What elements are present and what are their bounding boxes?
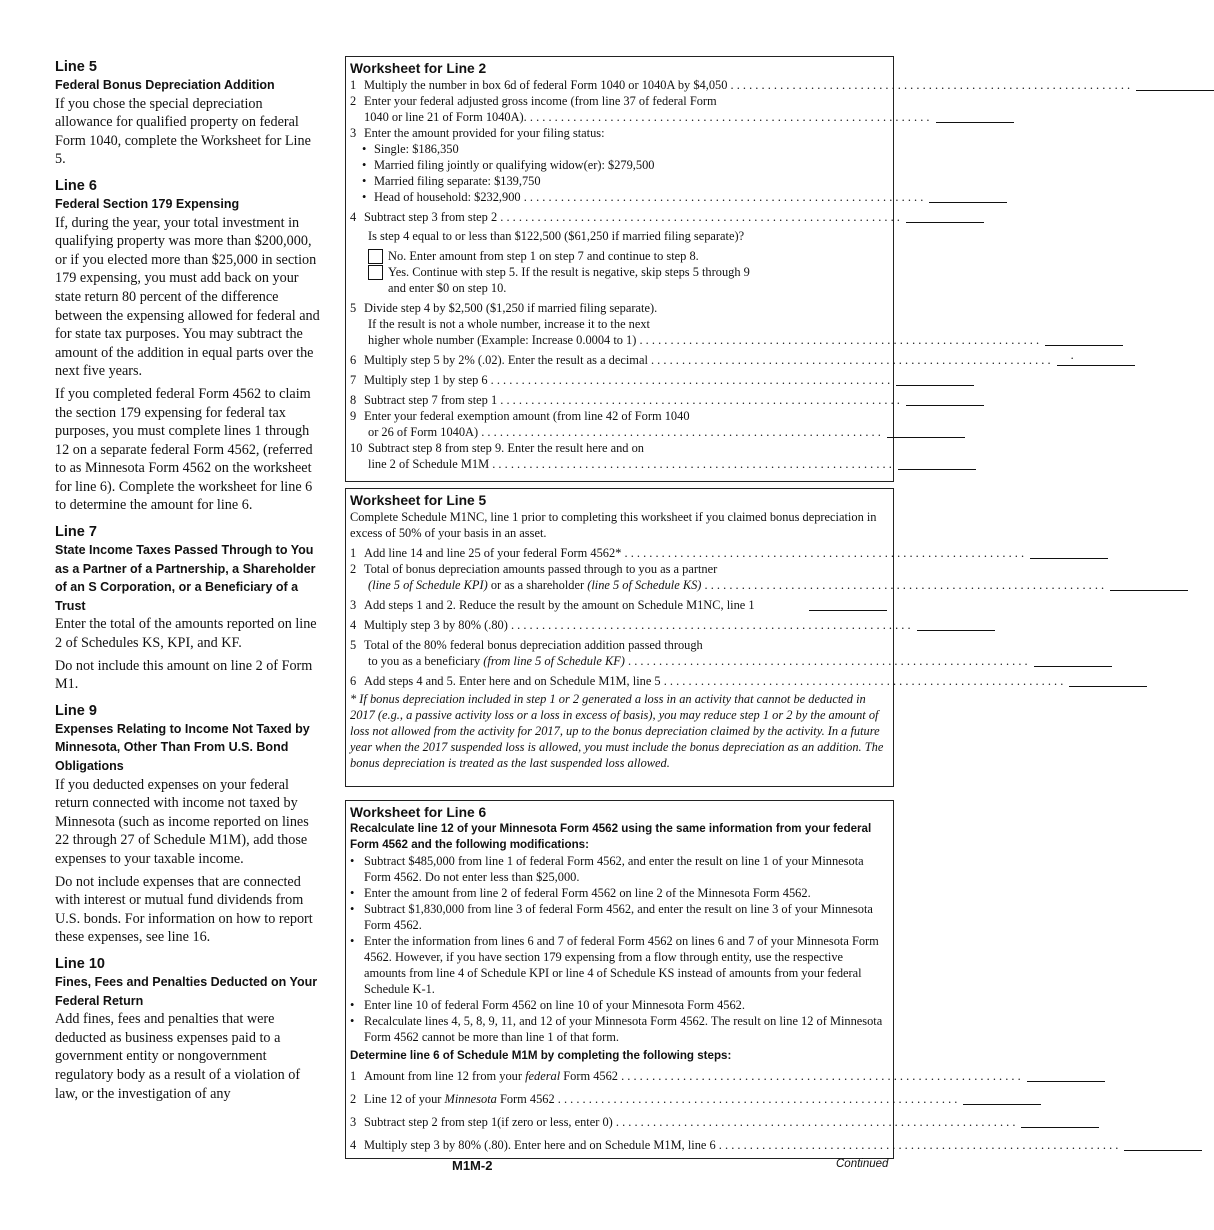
worksheet-title: Worksheet for Line 5 [350,493,487,508]
ws5-step-2-field[interactable] [1110,578,1188,591]
ws2-step-7-field[interactable] [896,373,974,386]
ws6-step-3: 3 Subtract step 2 from step 1(if zero or less, enter 0) . . . . . . . . . . . . . . . . . . . . . . . . . . . . . . . . . . . . . . . . . . . . . . . . . . . . . . . . . . . . . . . . . [350,1114,887,1130]
filing-status-list: • Single: $186,350 • Married filing jointly or qualifying widow(er): $279,500 • Married filing separate: $139,750 [350,141,887,189]
ws5-step-3-field[interactable] [809,598,887,611]
worksheet-title: Worksheet for Line 2 [350,61,487,76]
ws2-step-9: 9 Enter your federal exemption amount (from line 42 of Form 1040 [350,409,690,423]
continued-label: Continued [836,1158,889,1170]
ws2-step-2-field[interactable] [936,110,1014,123]
ws2-step-10: 10 Subtract step 8 from step 9. Enter the result here and on [350,441,644,455]
ws5-step-6-field[interactable] [1069,674,1147,687]
line7-subheading: State Income Taxes Passed Through to You as a Partner of a Partnership, a Shareholder of an S Corporation, or a Beneficiary of a Trust [55,543,316,613]
line9-heading: Line 9 [55,702,97,719]
ws6-step-1: 1 Amount from line 12 from your federal Form 4562 . . . . . . . . . . . . . . . . . . . . . . . . . . . . . . . . . . . . . . . . . . . . . . . . . . . . . . . . . . . . . . . . . [350,1068,887,1084]
line9-paragraph-1: If you deducted expenses on your federal return connected with income not taxed by Minnesota (such as income reported on lines 22 through 27 of Schedule M1M), add those expenses to your taxable income. [55,776,309,867]
no-checkbox[interactable] [368,249,383,264]
line9-paragraph-2: Do not include expenses that are connected with interest or mutual fund dividends from U.S. bonds. For information on how to report these expenses, see line 16. [55,873,313,946]
line9-subheading: Expenses Relating to Income Not Taxed by Minnesota, Other Than From U.S. Bond Obligations [55,721,310,773]
page-number: M1M-2 [452,1158,493,1173]
ws6-modifications-list: • Subtract $485,000 from line 1 of federal Form 4562, and enter the result on line 1 of your Minnesota Form 4562. Do not enter less than $25,000. • Enter the amount from line 2 of federal Form 4562 on line 2 of the Minnesota Form 4562. • Subtract $1,830,000 from line 3 of federal Form 4562, and enter the result on line 3 of your Minnesota Form 4562. • Enter the information from lines 6 and 7 of federal Form 4562 on lines 6 and 7 of your Minnesota Form 4562. However, if you have section 179 expensing from a flow through entity, use the respective amounts from line 4 of Schedule KPI or line 4 of Schedule KS instead of amounts from your federal Schedule K-1. • Enter line 10 of federal Form 4562 on line 10 of your Minnesota Form 4562. • Recalculate lines 4, 5, 8, 9, 11, and 12 of your Minnesota Form 4562. The result on line 12 of Minnesota Form 4562 cannot be more than line 1 of that form. [350,853,887,1045]
worksheet-line-6 [345,800,1119,1159]
ws2-step-1-field[interactable] [1136,78,1214,91]
ws2-step-9-field[interactable] [887,425,965,438]
ws5-step-4: 4 Multiply step 3 by 80% (.80) . . . . . . . . . . . . . . . . . . . . . . . . . . . . . . . . . . . . . . . . . . . . . . . . . . . . . . . . . . . . . . . . . [350,617,887,633]
ws2-step-3: 3 Enter the amount provided for your filing status: [350,126,605,140]
ws5-step-1-field[interactable] [1030,546,1108,559]
ws6-step-4-field[interactable] [1124,1138,1202,1151]
line10-paragraph: Add fines, fees and penalties that were deducted as business expenses paid to a government entity or nongovernment regulatory body as a result of a violation of law, or the investigation of any [55,1011,301,1102]
ws5-step-3: 3 Add steps 1 and 2. Reduce the result by the amount on Schedule M1NC, line 1 [350,597,887,613]
ws2-step-5-field[interactable] [1045,333,1123,346]
ws5-step-5-field[interactable] [1034,654,1112,667]
ws2-step-4-field[interactable] [906,210,984,223]
ws6-steps-heading: Determine line 6 of Schedule M1M by completing the following steps: [350,1049,732,1062]
worksheet-line-5: Worksheet for Line 5 Complete Schedule M1NC, line 1 prior to completing this worksheet if you claimed bonus depreciation in excess of 50% of your basis in an asset. 1 Add line 14 and line 25 of your federal Form 4562* . . . . . . . . . . . . . . . . . . . . . . . . . . . . . . . . . . . . . . . . . . . . . . . . . . . . . . . . . . . . . . . . . 2 Total of bonus depreciation amounts passed through to you as a partner (line 5 of Schedule KPI) or as a shareholder (line 5 of Schedule KS) . . . . . . . . . . . . . . . . . . . . . . . . . . . . . . . . . . . . . . . . . . . . . . . . . . . . . . . . . . . . . . . . . 3 Add steps 1 and 2. Reduce the result by the amount on Schedule M1NC, line 1 4 Multiply step 3 by 80% (.80) . . . . . . . . . . . . . . . . . . . . . . . . . . . . . . . . . . . . . . . . . . . . . . . . . . . . . . . . . . . . . . . . . 5 Total of the 80% federal bonus depreciation addition passed through to you as a beneficiary (from line 5 of Schedule KF) . . . . . . . . . . . . . . . . . . . . . . . . . . . . . . . . . . . . . . . . . . . . . . . . . . . . . . . . . . . . . . . . . 6 Add steps 4 and 5. Enter here and on Schedule M1M, line 5 . . . . . . . . . . . . . . . . . . . . . . . . . . . . . . . . . . . . . . . . . . . . . . . . . . . . . . . . . . . . . . . . . * If bonus depreciation included in step 1 or 2 generated a loss in an activity that cannot be deducted in 2017 (e.g., a passive activity loss or a loss in excess of basis), you may reduce step 1 or 2 by the amount of loss not allowed from the activity for 2017, up to the bonus depreciation claimed by the activity. In a future year when the 2017 suspended loss is allowed, you must include the bonus depreciation as an addition. The bonus depreciation is treated as the last suspended loss allowed. [345,488,894,787]
ws5-step-6: 6 Add steps 4 and 5. Enter here and on Schedule M1M, line 5 . . . . . . . . . . . . . . . . . . . . . . . . . . . . . . . . . . . . . . . . . . . . . . . . . . . . . . . . . . . . . . . . . [350,673,887,689]
line6-paragraph-2: If you completed federal Form 4562 to claim the section 179 expensing for federal tax purposes, you must complete lines 1 through 12 on a separate federal Form 4562, (referred to as Minnesota Form 4562 on the worksheet for line 6). Complete the worksheet for line 6 to determine the amount for line 6. [55,385,313,514]
ws5-step-4-field[interactable] [917,618,995,631]
ws2-step-8-field[interactable] [906,393,984,406]
line5-subheading: Federal Bonus Depreciation Addition [55,78,275,92]
yes-checkbox[interactable] [368,265,383,280]
ws5-step-5: 5 Total of the 80% federal bonus depreciation addition passed through [350,638,703,652]
ws2-step-4: 4 Subtract step 3 from step 2 . . . . . . . . . . . . . . . . . . . . . . . . . . . . . . . . . . . . . . . . . . . . . . . . . . . . . . . . . . . . . . . . . [350,209,887,225]
worksheet-line-2: Worksheet for Line 2 1 Multiply the number in box 6d of federal Form 1040 or 1040A by $4,050 . . . . . . . . . . . . . . . . . . . . . . . . . . . . . . . . . . . . . . . . . . . . . . . . . . . . . . . . . . . . . . . . . 2 Enter your federal adjusted gross income (from line 37 of federal Form 1040 or line 21 of Form 1040A). . . . . . . . . . . . . . . . . . . . . . . . . . . . . . . . . . . . . . . . . . . . . . . . . . . . . . . . . . . . . . . . . . 3 Enter the amount provided for your filing status: • Single: $186,350 • Married filing jointly or qualifying widow(er): $279,500 • Married filing separate: $139,750 • Head of household: $232,900 . . . . . . . . . . . . . . . . . . . . . . . . . . . . . . . . . . . . . . . . . . . . . . . . . . . . . . . . . . . . . . . . . 4 Subtract step 3 from step 2 . . . . . . . . . . . . . . . . . . . . . . . . . . . . . . . . . . . . . . . . . . . . . . . . . . . . . . . . . . . . . . . . . Is step 4 equal to or less than $122,500 ($61,250 if married filing separate)? No. Enter amount from step 1 on step 7 and continue to step 8. Yes. Continue with step 5. If the result is negative, skip steps 5 through 9 and enter $0 on step 10. 5 Divide step 4 by $2,500 ($1,250 if married filing separate). If the result is not a whole number, increase it to the next higher whole number (Example: Increase 0.0004 to 1) . . . . . . . . . . . . . . . . . . . . . . . . . . . . . . . . . . . . . . . . . . . . . . . . . . . . . . . . . . . . . . . . . 6 Multiply step 5 by 2% (.02). Enter the result as a decimal . . . . . . . . . . . . . . . . . . . . . . . . . . . . . . . . . . . . . . . . . . . . . . . . . . . . . . . . . . . . . . . . . . 7 Multiply step 1 by step 6 . . . . . . . . . . . . . . . . . . . . . . . . . . . . . . . . . . . . . . . . . . . . . . . . . . . . . . . . . . . . . . . . . 8 Subtract step 7 from step 1 . . . . . . . . . . . . . . . . . . . . . . . . . . . . . . . . . . . . . . . . . . . . . . . . . . . . . . . . . . . . . . . . . 9 Enter your federal exemption amount (from line 42 of Form 1040 or 26 of Form 1040A) . . . . . . . . . . . . . . . . . . . . . . . . . . . . . . . . . . . . . . . . . . . . . . . . . . . . . . . . . . . . . . . . . 10 Subtract step 8 from step 9. Enter the result here and on line 2 of Schedule M1M . . . . . . . . . . . . . . . . . . . . . . . . . . . . . . . . . . . . . . . . . . . . . . . . . . . . . . . . . . . . . . . . . [345,56,894,482]
ws2-step-10-field[interactable] [898,457,976,470]
ws2-step-6-field[interactable]: . [1057,353,1135,366]
ws2-step-7: 7 Multiply step 1 by step 6 . . . . . . . . . . . . . . . . . . . . . . . . . . . . . . . . . . . . . . . . . . . . . . . . . . . . . . . . . . . . . . . . . [350,372,887,388]
line6-subheading: Federal Section 179 Expensing [55,196,240,211]
ws6-step-4: 4 Multiply step 3 by 80% (.80). Enter here and on Schedule M1M, line 6 . . . . . . . . . . . . . . . . . . . . . . . . . . . . . . . . . . . . . . . . . . . . . . . . . . . . . . . . . . . . . . . . . [350,1137,887,1153]
worksheet-title: Worksheet for Line 6 [350,805,487,820]
ws2-step-5: 5 Divide step 4 by $2,500 ($1,250 if married filing separate). [350,301,658,315]
line5-heading: Line 5 [55,59,97,75]
ws2-step-6: 6 Multiply step 5 by 2% (.02). Enter the result as a decimal . . . . . . . . . . . . . . . . . . . . . . . . . . . . . . . . . . . . . . . . . . . . . . . . . . . . . . . . . . . . . . . . . . [350,352,887,368]
ws6-intro: Recalculate line 12 of your Minnesota Form 4562 using the same information from your federal Form 4562 and the following modifications: [350,822,872,851]
ws5-step-1: 1 Add line 14 and line 25 of your federal Form 4562* . . . . . . . . . . . . . . . . . . . . . . . . . . . . . . . . . . . . . . . . . . . . . . . . . . . . . . . . . . . . . . . . . [350,545,887,561]
line6-heading: Line 6 [55,177,97,194]
ws6-step-2: 2 Line 12 of your Minnesota Form 4562 . . . . . . . . . . . . . . . . . . . . . . . . . . . . . . . . . . . . . . . . . . . . . . . . . . . . . . . . . . . . . . . . . [350,1091,887,1107]
ws5-footnote: * If bonus depreciation included in step 1 or 2 generated a loss in an activity that cannot be deducted in 2017 (e.g., a passive activity loss or a loss in excess of basis), you may reduce step 1 or 2 by the amount of loss not allowed from the activity for 2017, up to the bonus depreciation claimed by the activity. In a future year when the 2017 suspended loss is allowed, you must include the bonus depreciation as an addition. The bonus depreciation is treated as the last suspended loss allowed. [350,692,884,770]
line10-subheading: Fines, Fees and Penalties Deducted on Your Federal Return [55,974,318,1008]
ws6-step-3-field[interactable] [1021,1115,1099,1128]
line10-heading: Line 10 [55,955,105,972]
ws5-intro: Complete Schedule M1NC, line 1 prior to completing this worksheet if you claimed bonus depreciation in excess of 50% of your basis in an asset. [350,510,877,540]
line6-paragraph-1: If, during the year, your total investment in qualifying property was more than $200,000, or if you elected more than $25,000 in section 179 expensing, you must add back on your state return 80 percent of the difference between the expensing allowed for federal and for state tax purposes. You may subtract the amount of the addition in equal parts over the next five years. [55,214,320,380]
line7-paragraph-1: Enter the total of the amounts reported on line 2 of Schedules KS, KPI, and KF. [55,616,317,652]
ws5-step-2: 2 Total of bonus depreciation amounts passed through to you as a partner [350,562,718,576]
ws2-step-8: 8 Subtract step 7 from step 1 . . . . . . . . . . . . . . . . . . . . . . . . . . . . . . . . . . . . . . . . . . . . . . . . . . . . . . . . . . . . . . . . . [350,392,887,408]
ws2-step-1: 1 Multiply the number in box 6d of federal Form 1040 or 1040A by $4,050 . . . . . . . . . . . . . . . . . . . . . . . . . . . . . . . . . . . . . . . . . . . . . . . . . . . . . . . . . . . . . . . . . [350,77,887,93]
ws6-step-1-field[interactable] [1027,1069,1105,1082]
left-column [55,58,320,1107]
ws2-step-3-field[interactable] [929,190,1007,203]
ws6-step-2-field[interactable] [963,1092,1041,1105]
line7-paragraph-2: Do not include this amount on line 2 of Form M1. [55,657,313,693]
line7-heading: Line 7 [55,524,97,541]
ws2-step-2: 2 Enter your federal adjusted gross income (from line 37 of federal Form [350,94,717,108]
line5-paragraph: If you chose the special depreciation allowance for qualified property on federal Form 1040, complete the Worksheet for Line 5. [55,95,311,168]
